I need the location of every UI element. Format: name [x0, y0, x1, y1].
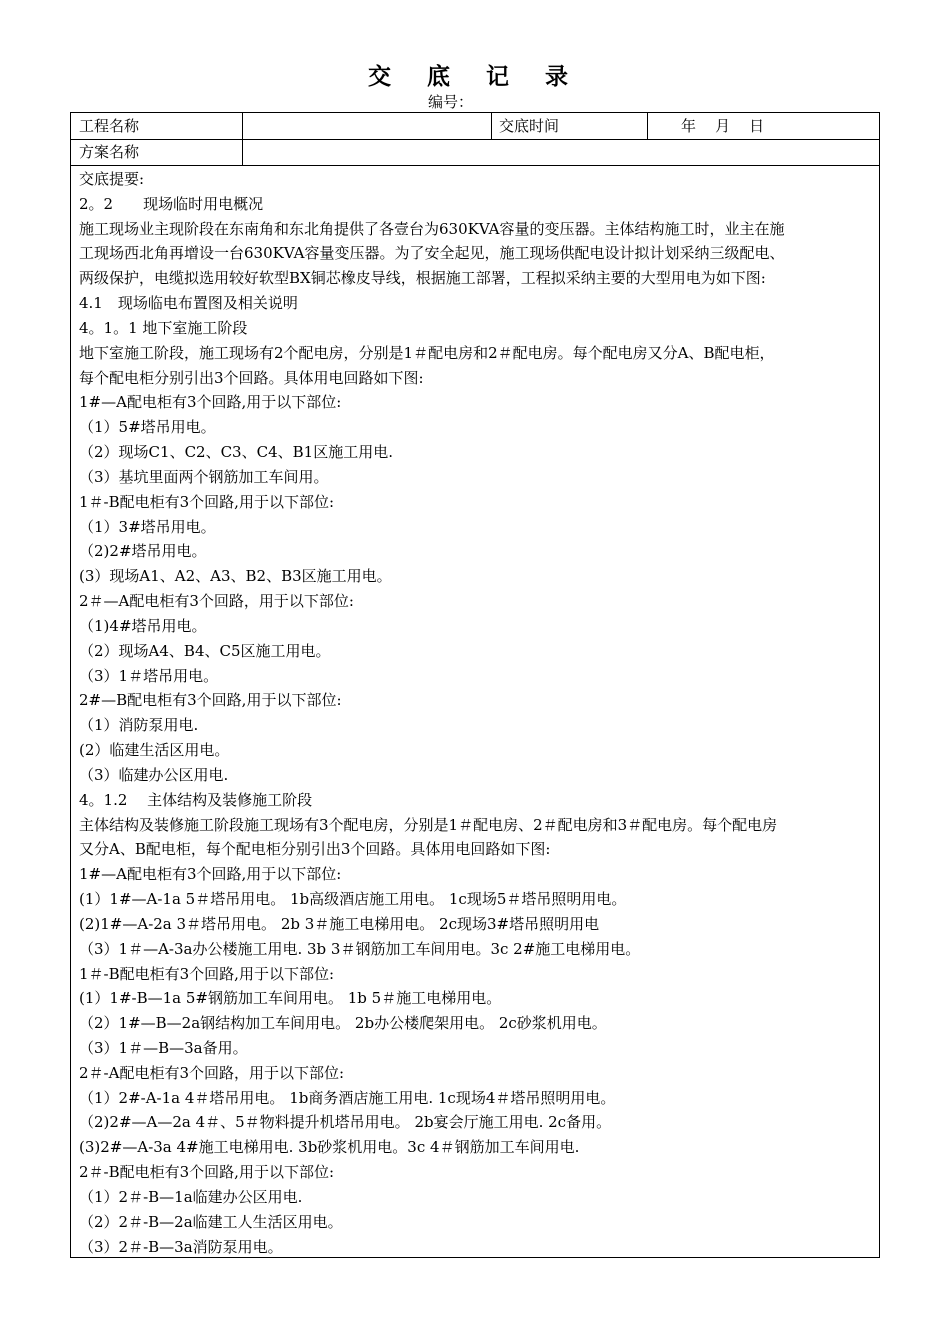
content-line: 每个配电柜分别引出3个回路。具体用电回路如下图:: [79, 368, 424, 387]
content-line: 4。1。1 地下室施工阶段: [79, 318, 248, 337]
content-line: 2＃-A配电柜有3个回路，用于以下部位:: [79, 1063, 345, 1082]
scheme-row: [71, 139, 879, 166]
scheme-name-label: 方案名称: [79, 143, 140, 161]
content-line: 地下室施工阶段，施工现场有2个配电房，分别是1＃配电房和2＃配电房。每个配电房又分A、B配电柜，: [79, 343, 775, 362]
content-line: 4。1.2 主体结构及装修施工阶段: [79, 790, 313, 809]
content-line: （2）现场C1、C2、C3、C4、B1区施工用电.: [79, 443, 393, 462]
content-line: （2）1#—B—2a钢结构加工车间用电。 2b办公楼爬架用电。 2c砂浆机用电。: [79, 1014, 607, 1033]
content-line: （3）1＃塔吊用电。: [79, 666, 219, 685]
document-title: 交 底 记 录: [367, 63, 583, 90]
content-line: 交底提要:: [79, 170, 145, 188]
content-line: （3）2＃-B—3a消防泵用电。: [79, 1237, 283, 1256]
content-line: （3）1＃—A-3a办公楼施工用电. 3b 3＃钢筋加工车间用电。3c 2#施工电梯用电。: [79, 939, 641, 958]
record-table: [70, 112, 880, 1258]
content-line: (1）1#-B—1a 5#钢筋加工车间用电。 1b 5＃施工电梯用电。: [79, 989, 502, 1008]
content-line: （1）2＃-B—1a临建办公区用电.: [79, 1187, 303, 1206]
content-line: （2）现场A4、B4、C5区施工用电。: [79, 641, 331, 660]
content-line: 主体结构及装修施工阶段施工现场有3个配电房，分别是1＃配电房、2＃配电房和3＃配电房。每个配电房: [79, 815, 778, 834]
content-line: 4.1 现场临电布置图及相关说明: [79, 294, 298, 313]
content-line: 1＃-B配电柜有3个回路,用于以下部位:: [79, 964, 335, 983]
content-line: （1）3#塔吊用电。: [79, 517, 216, 536]
content-line: （1）2#-A-1a 4＃塔吊用电。 1b商务酒店施工用电. 1c现场4＃塔吊照明用电。: [79, 1088, 616, 1107]
content-line: （3）1＃—B—3a备用。: [79, 1038, 248, 1057]
content-line: 两级保护，电缆拟选用较好软型BX铜芯橡皮导线，根据施工部署，工程拟采纳主要的大型用电为如下图:: [79, 269, 766, 288]
handover-time-value[interactable]: 年 月 日: [681, 117, 765, 135]
content-line: 1#—A配电柜有3个回路,用于以下部位:: [79, 393, 342, 412]
project-name-label: 工程名称: [79, 117, 140, 135]
content-line: （1)4#塔吊用电。: [79, 616, 207, 635]
handover-content: [79, 167, 874, 1259]
content-line: (2)1#—A-2a 3＃塔吊用电。 2b 3＃施工电梯用电。 2c现场3#塔吊照明用电: [79, 914, 600, 933]
project-row: [71, 113, 879, 140]
content-line: 施工现场业主现阶段在东南角和东北角提供了各壹台为630KVA容量的变压器。主体结构施工时，业主在施: [79, 219, 785, 238]
content-line: 又分A、B配电柜，每个配电柜分别引出3个回路。具体用电回路如下图:: [79, 840, 551, 859]
content-line: （1）消防泵用电.: [79, 716, 199, 735]
content-line: （1）5#塔吊用电。: [79, 418, 216, 437]
content-line: 2＃—A配电柜有3个回路，用于以下部位:: [79, 592, 354, 611]
content-line: 2＃-B配电柜有3个回路,用于以下部位:: [79, 1163, 335, 1182]
content-line: 2#—B配电柜有3个回路,用于以下部位:: [79, 691, 342, 710]
content-line: 2。2 现场临时用电概况: [79, 194, 264, 213]
handover-time-label: 交底时间: [499, 117, 560, 135]
content-line: （3）临建办公区用电.: [79, 765, 229, 784]
content-line: 1#—A配电柜有3个回路,用于以下部位:: [79, 865, 342, 884]
content-line: （3）基坑里面两个钢筋加工车间用。: [79, 467, 329, 486]
scheme-name-value[interactable]: [242, 139, 879, 165]
content-line: （2)2#塔吊用电。: [79, 542, 207, 561]
content-line: （2）2＃-B—2a临建工人生活区用电。: [79, 1212, 343, 1231]
serial-number-label: 编号：: [428, 93, 474, 111]
content-line: (1）1#—A-1a 5＃塔吊用电。 1b高级酒店施工用电。 1c现场5＃塔吊照明用电。: [79, 890, 627, 909]
content-line: （2)2#—A—2a 4＃、5＃物料提升机塔吊用电。 2b宴会厅施工用电. 2c备用。: [79, 1113, 612, 1132]
content-line: (2）临建生活区用电。: [79, 741, 230, 760]
content-line: 1＃-B配电柜有3个回路,用于以下部位:: [79, 492, 335, 511]
content-line: (3）现场A1、A2、A3、B2、B3区施工用电。: [79, 567, 392, 586]
project-name-value[interactable]: [242, 113, 491, 139]
content-line: (3)2#—A-3a 4#施工电梯用电. 3b砂浆机用电。3c 4＃钢筋加工车间用电.: [79, 1138, 580, 1157]
content-line: 工现场西北角再增设一台630KVA容量变压器。为了安全起见，施工现场供配电设计拟计划采纳三级配电、: [79, 244, 785, 263]
